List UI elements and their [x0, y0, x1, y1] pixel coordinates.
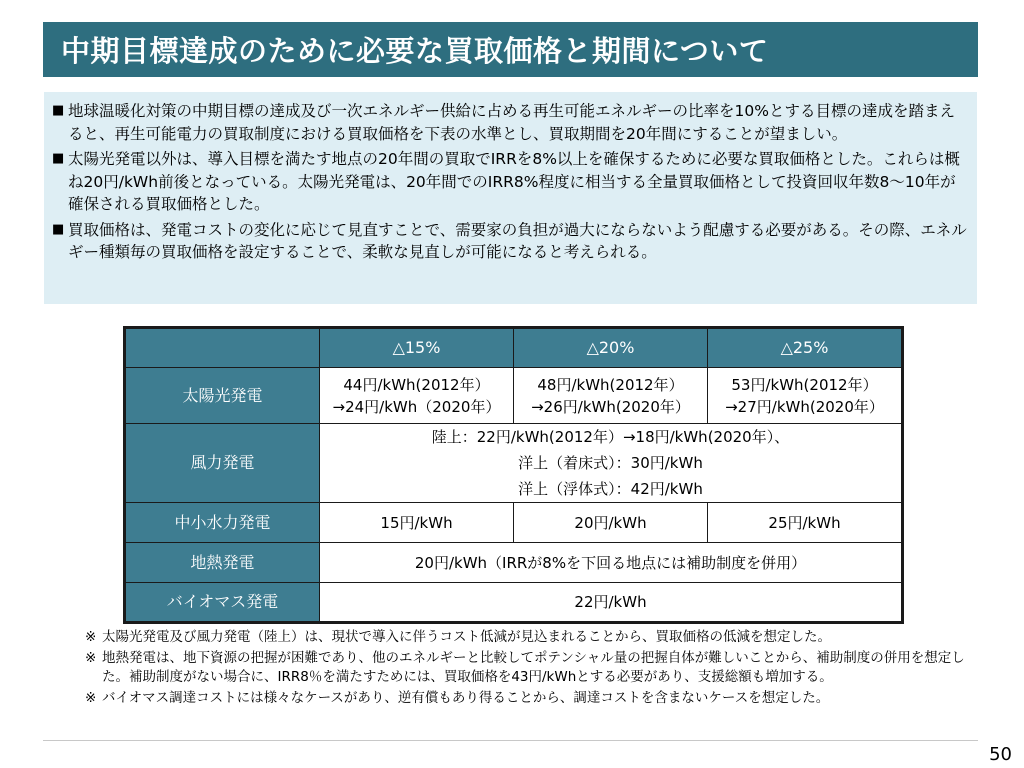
summary-bullet-text: 地球温暖化対策の中期目標の達成及び一次エネルギー供給に占める再生可能エネルギーの比率を10%とする目標の達成を踏まえると、再生可能電力の買取制度における買取価格を下表の水準とし、買取期間を20年間にすることが望ましい。 [68, 102, 955, 143]
table-corner-cell [125, 328, 320, 368]
cell-line: →27円/kWh(2020年） [725, 397, 884, 416]
reference-mark-icon: ※ [85, 629, 97, 645]
row-header-wind: 風力発電 [125, 424, 320, 503]
row-header-hydro: 中小水力発電 [125, 503, 320, 543]
table-row-biomass [125, 583, 903, 623]
cell-line: 53円/kWh(2012年） [731, 375, 878, 394]
table-cell [320, 368, 514, 424]
cell-line: 陸上：22円/kWh(2012年）→18円/kWh(2020年）、 [431, 428, 790, 446]
summary-bullet-text: 太陽光発電以外は、導入目標を満たす地点の20年間の買取でIRRを8%以上を確保するために必要な買取価格とした。これらは概ね20円/kWh前後となっている。太陽光発電は、20年間でのIRR8%程度に相当する全量買取価格として投資回収年数8～10年が確保される買取価格とした。 [68, 150, 960, 213]
table-cell [708, 368, 903, 424]
footnote-text: 太陽光発電及び風力発電（陸上）は、現状で導入に伴うコスト低減が見込まれることから、買取価格の低減を想定した。 [102, 629, 831, 645]
row-header-biomass: バイオマス発電 [125, 583, 320, 623]
table-cell: 22円/kWh [320, 583, 903, 623]
table-cell [320, 424, 903, 503]
column-header: △25% [708, 328, 903, 368]
table-row-wind [125, 424, 903, 503]
footnote [85, 689, 965, 708]
table-cell: 15円/kWh [320, 503, 514, 543]
cell-line: 44円/kWh(2012年） [343, 375, 490, 394]
footnote-text: バイオマス調達コストには様々なケースがあり、逆有償もあり得ることから、調達コストを含まないケースを想定した。 [102, 690, 830, 706]
footnote [85, 628, 965, 647]
table-header-row [125, 328, 903, 368]
row-header-solar: 太陽光発電 [125, 368, 320, 424]
footer-divider [43, 740, 978, 741]
row-header-geothermal: 地熱発電 [125, 543, 320, 583]
reference-mark-icon: ※ [85, 650, 97, 666]
reference-mark-icon: ※ [85, 690, 97, 706]
footnotes [85, 628, 965, 710]
table-row-hydro [125, 503, 903, 543]
table-cell: 20円/kWh（IRRが8%を下回る地点には補助制度を併用） [320, 543, 903, 583]
table-cell: 25円/kWh [708, 503, 903, 543]
cell-line: →26円/kWh(2020年） [531, 397, 690, 416]
page-number: 50 [989, 744, 1012, 765]
cell-line: 洋上（着床式）：30円/kWh [518, 454, 703, 472]
footnote [85, 649, 965, 687]
cell-line: 洋上（浮体式）：42円/kWh [518, 480, 703, 498]
cell-line: 48円/kWh(2012年） [537, 375, 684, 394]
table-row-solar [125, 368, 903, 424]
summary-box [44, 92, 977, 304]
column-header: △20% [514, 328, 708, 368]
table-cell [514, 368, 708, 424]
square-bullet-icon: ■ [52, 221, 65, 237]
page-title: 中期目標達成のために必要な買取価格と期間について [61, 34, 769, 68]
table-cell: 20円/kWh [514, 503, 708, 543]
table-row-geothermal [125, 543, 903, 583]
title-bar [43, 22, 978, 77]
summary-bullet-text: 買取価格は、発電コストの変化に応じて見直すことで、需要家の負担が過大にならないよう配慮する必要がある。その際、エネルギー種類毎の買取価格を設定することで、柔軟な見直しが可能になると考えられる。 [68, 220, 967, 261]
summary-bullet [52, 100, 967, 145]
column-header: △15% [320, 328, 514, 368]
purchase-price-table [123, 326, 904, 624]
summary-bullet [52, 148, 967, 216]
footnote-text: 地熱発電は、地下資源の把握が困難であり、他のエネルギーと比較してポテンシャル量の把握自体が難しいことから、補助制度の併用を想定した。補助制度がない場合に、IRR8％を満たすためには、買取価格を43円/kWhとする必要があり、支援総額も増加する。 [102, 650, 965, 685]
square-bullet-icon: ■ [52, 151, 65, 166]
summary-bullet [52, 219, 967, 264]
square-bullet-icon: ■ [52, 103, 65, 118]
cell-line: →24円/kWh（2020年） [332, 397, 501, 416]
